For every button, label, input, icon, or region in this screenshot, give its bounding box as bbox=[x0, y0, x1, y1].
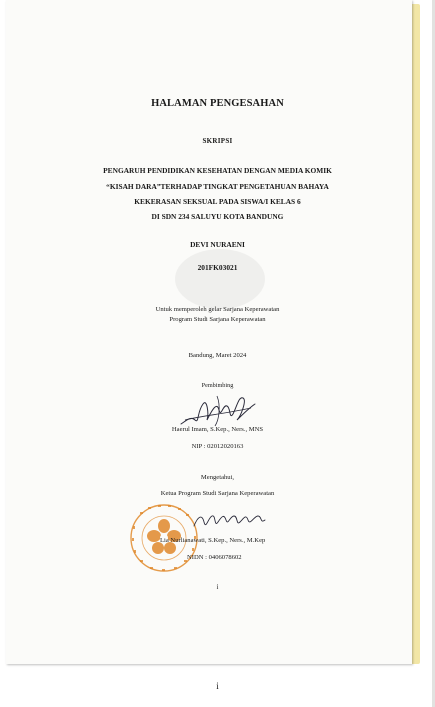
purpose-line: Program Studi Sarjana Keperawatan bbox=[169, 316, 266, 323]
student-id: 201FK03021 bbox=[197, 263, 238, 272]
approval-label: Mengetahui, bbox=[200, 474, 235, 481]
head-of-program-name: Lia Nurlianawati, S.Kep., Ners., M.Kep bbox=[160, 537, 266, 544]
place-date: Bandung, Maret 2024 bbox=[188, 352, 247, 359]
supervisor-nip: NIP : 02012020163 bbox=[191, 443, 244, 450]
author-name: DEVI NURAENI bbox=[190, 240, 245, 249]
document-type: SKRIPSI bbox=[202, 137, 233, 145]
thesis-title-line: DI SDN 234 SALUYU KOTA BANDUNG bbox=[151, 212, 284, 221]
thesis-title-line: PENGARUH PENDIDIKAN KESEHATAN DENGAN MEDIA KOMIK bbox=[103, 166, 332, 175]
purpose-line: Untuk memperoleh gelar Sarjana Keperawatan bbox=[155, 306, 280, 313]
inner-page-number: i bbox=[216, 583, 219, 591]
supervisor-name: Haerul Imam, S.Kep., Ners., MNS bbox=[171, 426, 264, 433]
supervisor-label: Pembimbing bbox=[201, 382, 234, 389]
page-heading: HALAMAN PENGESAHAN bbox=[151, 98, 284, 109]
page-number: i bbox=[216, 681, 219, 691]
faint-watermark-logo bbox=[170, 244, 270, 314]
head-of-program-title: Ketua Program Studi Sarjana Keperawatan bbox=[160, 490, 275, 497]
thesis-title-line: “KISAH DARA”TERHADAP TINGKAT PENGETAHUAN BAHAYA bbox=[106, 182, 329, 191]
head-of-program-signature bbox=[192, 510, 267, 534]
thesis-title-line: KEKERASAN SEKSUAL PADA SISWA/I KELAS 6 bbox=[134, 197, 301, 206]
supervisor-signature bbox=[177, 390, 259, 430]
head-of-program-nidn: NIDN : 0406078602 bbox=[187, 554, 242, 561]
